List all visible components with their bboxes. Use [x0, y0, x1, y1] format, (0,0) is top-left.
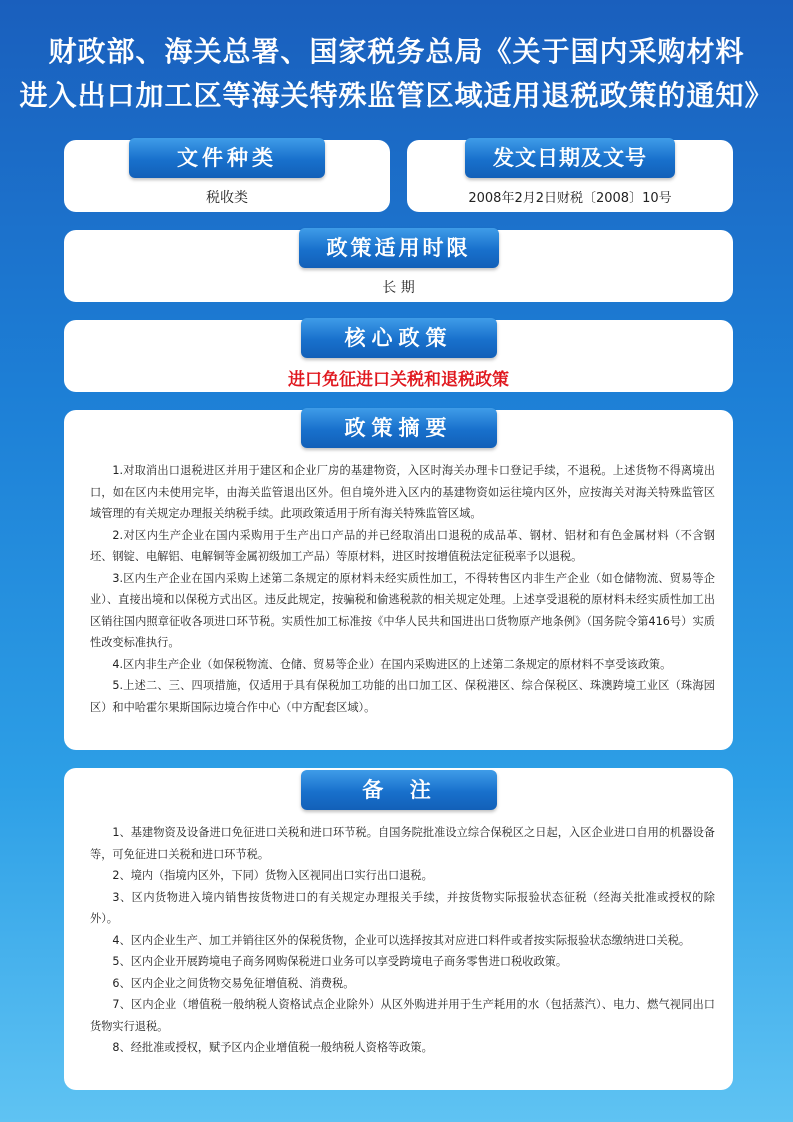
notes-list [90, 822, 715, 1059]
summary-item: 3.区内生产企业在国内采购上述第二条规定的原材料未经实质性加工，不得转售区内非生产企业（如仓储物流、贸易等企业）、直接出境和以保税方式出区。违反此规定，按骗税和偷逃税款的相关规定处理。上述享受退税的原材料未经实质性加工出区销往国内照章征收各项进口环节税。实质性加工标准按《中华人民共和国进出口货物原产地条例》（国务院令第416号）实质性改变标准执行。 [90, 571, 715, 649]
summary-item: 2.对区内生产企业在国内采购用于生产出口产品的并已经取消出口退税的成品革、钢材、铝材和有色金属材料（不含钢坯、钢锭、电解铝、电解铜等金属初级加工产品）等原材料，进区时按增值税法定征税率予以退税。 [90, 528, 715, 563]
doc-type-label: 文件种类 [129, 138, 325, 178]
summary-item: 4.区内非生产企业（如保税物流、仓储、贸易等企业）在国内采购进区的上述第二条规定的原材料不享受该政策。 [112, 657, 672, 671]
issue-card [407, 140, 733, 212]
issue-label: 发文日期及文号 [465, 138, 675, 178]
title-line-2: 进入出口加工区等海关特殊监管区域适用退税政策的通知》 [19, 79, 774, 112]
notes-item: 1、基建物资及设备进口免征进口关税和进口环节税。自国务院批准设立综合保税区之日起，入区企业进口自用的机器设备等，可免征进口关税和进口环节税。 [90, 826, 715, 861]
period-value: 长 期 [382, 280, 415, 296]
notes-item: 6、区内企业之间货物交易免征增值税、消费税。 [112, 976, 355, 990]
notes-item: 4、区内企业生产、加工并销往区外的保税货物，企业可以选择按其对应进口料件或者按实际报验状态缴纳进口关税。 [112, 933, 691, 947]
title-line-1: 财政部、海关总署、国家税务总局《关于国内采购材料 [48, 35, 745, 68]
notes-item: 2、境内（指境内区外，下同）货物入区视同出口实行出口退税。 [112, 869, 433, 882]
summary-item: 5.上述二、三、四项措施，仅适用于具有保税加工功能的出口加工区、保税港区、综合保税区、珠澳跨境工业区（珠海园区）和中哈霍尔果斯国际边境合作中心（中方配套区域）。 [90, 679, 715, 714]
doc-type-value: 税收类 [206, 190, 248, 206]
summary-item: 1.对取消出口退税进区并用于建区和企业厂房的基建物资，入区时海关办理卡口登记手续，不退税。上述货物不得离境出口，如在区内未使用完毕，由海关监管退出区外。但自境外进入区内的基建物资如运往境内区外，应按海关对海关特殊监管区域管理的有关规定办理报关纳税手续。此项政策适用于所有海关特殊监管区域。 [90, 464, 715, 520]
notes-item: 5、区内企业开展跨境电子商务网购保税进口业务可以享受跨境电子商务零售进口税收政策。 [112, 955, 568, 968]
notes-item: 3、区内货物进入境内销售按货物进口的有关规定办理报关手续，并按货物实际报验状态征税（经海关批准或授权的除外）。 [90, 890, 715, 925]
core-label: 核心政策 [301, 318, 497, 358]
core-value: 进口免征进口关税和退税政策 [288, 370, 509, 390]
period-card [64, 230, 733, 302]
doc-type-card [64, 140, 390, 212]
notes-label: 备 注 [301, 770, 497, 810]
notes-item: 8、经批准或授权，赋予区内企业增值税一般纳税人资格等政策。 [112, 1041, 433, 1054]
notes-item: 7、区内企业（增值税一般纳税人资格试点企业除外）从区外购进并用于生产耗用的水（包括蒸汽）、电力、燃气视同出口货物实行退税。 [90, 998, 715, 1033]
summary-list [90, 460, 715, 718]
page-title [0, 30, 793, 118]
issue-value: 2008年2月2日财税〔2008〕10号 [468, 191, 672, 206]
summary-label: 政策摘要 [301, 408, 497, 448]
core-card [64, 320, 733, 392]
period-label: 政策适用时限 [299, 228, 499, 268]
